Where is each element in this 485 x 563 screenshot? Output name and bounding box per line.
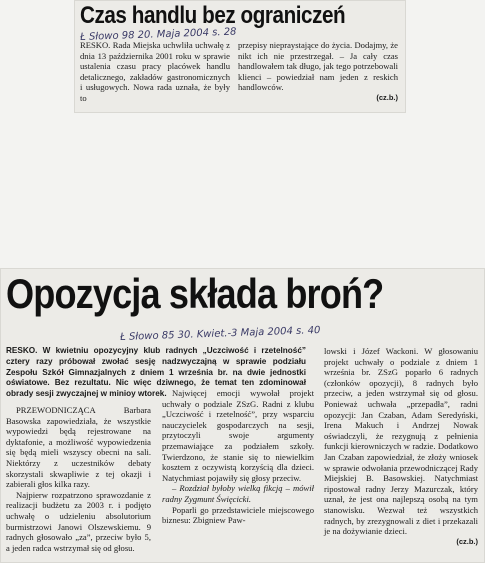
article-1-text-2: przepisy niepraystające do życia. Dodajmy, że nikt ich nie przestrzegał. – Ja cały czas handlowałem tak długo, jak tego potrzebowali klienci – powiedział nam jeden z reskich handlowców. xyxy=(238,40,398,93)
article-1-text-1: RESKO. Rada Miejska uchwliła uchwałę z dnia 13 października 2001 roku w sprawie ustalenia czasu pracy placówek handlu detalicznego, zakładów gastronomicznych i usługowych. Nowa rada uznała, że były to xyxy=(80,40,230,103)
article-2-column-3 xyxy=(324,346,478,547)
article-clipping-1 xyxy=(74,0,406,113)
article-2-column-1 xyxy=(6,405,151,553)
article-2-paragraph: Najpierw rozpatrzono sprawozdanie z realizacji budżetu za 2003 r. i podjęto uchwałę o udzieleniu absolutorium burmistrzowi Janowi Olszewskiemu. 9 radnych głosowało „za”, przeciw było 5, a jeden radca wstrzymał się od głosu. xyxy=(6,489,151,553)
article-2-paragraph: PRZEWODNICZĄCA Barbara Basowska zapowiedziała, że wszystkie wypowiedzi będą rejestrowane na dyktafonie, a możliwość wypowiedzenia się będą mieli wszyscy obecni na sali. Niektórzy z uczestników debaty skorzystali skwapliwie z tej okazji i zabierali głos kilka razy. xyxy=(6,405,151,490)
article-2-signature: (cz.b.) xyxy=(456,536,478,546)
article-2-paragraph: Najwięcej emocji wywołał projekt uchwały o podziale ZSzG. Radni z klubu „Uczciwość i rzetelność”, przy wsparciu nauczycielek gospodarczych na sesji, przytoczyli swoje argumenty przemawiające za podziałem szkoły. Twierdzono, że stanie się to niewielkim kosztem z oczywistą korzyścią dla dzieci. Natychmiast pojawiły się głosy przeciw. xyxy=(162,388,314,483)
article-2-lead: RESKO. W kwietniu opozycyjny klub radnych „Uczciwość i rzetelność” cztery razy próbował zwołać sesję nadzwyczajną w sprawie podziału Zespołu Szkół Gimnazjalnych z dniem 1 września br. na dwie jednostki oświatowe. Bez rezultatu. Nic więc dziwnego, że temat ten zdominował obrady sesji zwyczajnej w minioy wtorek. xyxy=(6,346,306,399)
article-2-paragraph: lowski i Józef Wackoni. W głosowaniu projekt uchwały o podziale z dniem 1 września br. ZSzG poparło 6 radnych (członków opozycji), 8 radnych było przeciw, a jeden wstrzymał się od głosu. Ponieważ uchwała „przepadła”, radni opozycji: Jan Czaban, Adam Seredyński, Irena Makuch i Andrzej Nowak oświadczyli, że rezygnują z pełnienia funkcji kierowniczych w radzie. Dodatkowo Jan Czaban zapowiedział, że złoży wniosek w sprawie odwołania przewodniczącej Rady Miejskiej B. Basowskiej. Natychmiast ripostował radny Jerzy Mazurczak, który uznał, że jest ona najlepszą osobą na tym stanowisku. Wezwał też wszystkich radnych, by zrezygnowali z diet i przekazali je na dożywianie dzieci. xyxy=(324,346,478,537)
article-2-quote: – Rozdział byłoby wielką fikcją – mówił radny Zygmunt Święcicki. xyxy=(162,483,314,504)
article-1-column-1 xyxy=(80,40,230,104)
article-1-column-2 xyxy=(238,40,398,104)
article-clipping-2 xyxy=(0,268,485,563)
article-1-headline: Czas handlu bez ograniczeń xyxy=(80,2,346,29)
article-2-handwritten-note: Ł Słowo 85 30. Kwiet.-3 Maja 2004 s. 40 xyxy=(120,325,321,343)
article-2-headline: Opozycja składa broń? xyxy=(6,270,384,317)
article-1-signature: (cz.b.) xyxy=(376,92,398,102)
article-2-column-2 xyxy=(162,388,314,526)
article-1-handwritten-note: Ł Słowo 98 20. Maja 2004 s. 28 xyxy=(80,26,237,43)
article-2-paragraph: Poparli go przedstawiciele miejscowego biznesu: Zbigniew Paw- xyxy=(162,504,314,526)
